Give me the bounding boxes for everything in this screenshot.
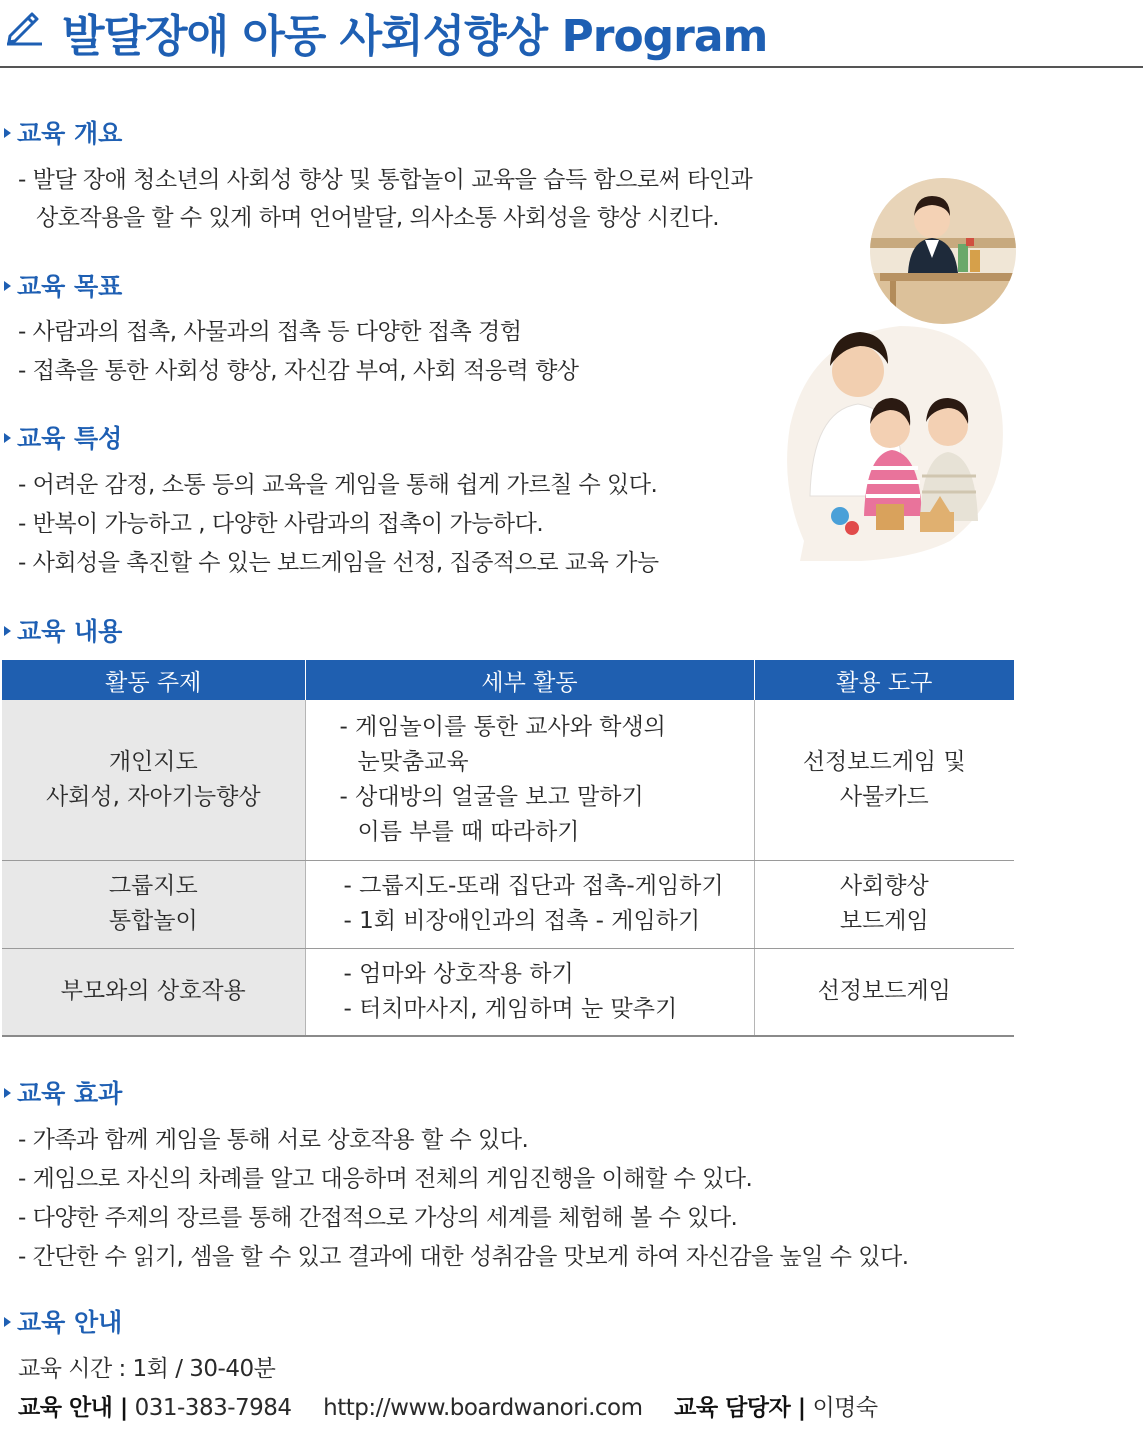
overview-line: 상호작용을 할 수 있게 하며 언어발달, 의사소통 사회성을 향상 시킨다. (36, 205, 720, 231)
pencil-icon (4, 6, 44, 46)
features-line: - 반복이 가능하고 , 다양한 사람과의 접촉이 가능하다. (18, 511, 544, 537)
goals-line: - 접촉을 통한 사회성 향상, 자신감 부여, 사회 적응력 향상 (18, 358, 579, 384)
girl-playing-photo (870, 178, 1016, 324)
features-line: - 사회성을 촉진할 수 있는 보드게임을 선정, 집중적으로 교육 가능 (18, 550, 659, 576)
contact-info (18, 1389, 878, 1422)
features-line: - 어려운 감정, 소통 등의 교육을 게임을 통해 쉽게 가르칠 수 있다. (18, 472, 658, 498)
manager-name: 이명숙 (812, 1395, 878, 1421)
triangle-bullet-icon (4, 281, 11, 291)
topic-cell: 부모와의 상호작용 (2, 948, 305, 1036)
effects-line: - 다양한 주제의 장르를 통해 간접적으로 가상의 세계를 체험해 볼 수 있다. (18, 1205, 738, 1231)
goals-line: - 사람과의 접촉, 사물과의 접촉 등 다양한 접촉 경험 (18, 319, 522, 345)
column-header: 세부 활동 (305, 660, 754, 700)
topic-cell: 그룹지도 통합놀이 (2, 860, 305, 948)
section-heading-guide: 교육 안내 (4, 1303, 122, 1339)
title-bar (0, 0, 1143, 70)
tools-cell: 선정보드게임 및 사물카드 (754, 700, 1014, 860)
column-header: 활동 주제 (2, 660, 305, 700)
triangle-bullet-icon (4, 1088, 11, 1098)
title-divider (0, 66, 1143, 68)
table-header-row (2, 660, 1014, 700)
mother-children-photo (780, 316, 1005, 561)
overview-line: - 발달 장애 청소년의 사회성 향상 및 통합놀이 교육을 습득 함으로써 타인과 (18, 167, 753, 193)
table-row (2, 860, 1014, 948)
effects-line: - 간단한 수 읽기, 셈을 할 수 있고 결과에 대한 성취감을 맛보게 하여 자신감을 높일 수 있다. (18, 1244, 909, 1270)
website-link[interactable]: http://www.boardwanori.com (323, 1395, 643, 1421)
triangle-bullet-icon (4, 626, 11, 636)
triangle-bullet-icon (4, 1317, 11, 1327)
education-time: 교육 시간 : 1회 / 30-40분 (18, 1356, 276, 1382)
tools-cell: 선정보드게임 (754, 948, 1014, 1036)
table-row (2, 700, 1014, 860)
topic-cell: 개인지도 사회성, 자아기능향상 (2, 700, 305, 860)
triangle-bullet-icon (4, 433, 11, 443)
effects-line: - 게임으로 자신의 차례를 알고 대응하며 전체의 게임진행을 이해할 수 있다. (18, 1166, 753, 1192)
triangle-bullet-icon (4, 128, 11, 138)
effects-line: - 가족과 함께 게임을 통해 서로 상호작용 할 수 있다. (18, 1127, 529, 1153)
content-table (2, 660, 1014, 1037)
details-cell: - 그룹지도-또래 집단과 접촉-게임하기 - 1회 비장애인과의 접촉 - 게임하기 (305, 860, 754, 948)
section-heading-features: 교육 특성 (4, 419, 122, 455)
contact-label: 교육 안내 | (18, 1395, 128, 1421)
section-heading-overview: 교육 개요 (4, 114, 122, 150)
section-heading-effects: 교육 효과 (4, 1074, 122, 1110)
manager-label: 교육 담당자 | (674, 1395, 806, 1421)
phone-number: 031-383-7984 (134, 1395, 292, 1421)
details-cell: - 게임놀이를 통한 교사와 학생의 눈맞춤교육 - 상대방의 얼굴을 보고 말하기 이름 부를 때 따라하기 (305, 700, 754, 860)
tools-cell: 사회향상 보드게임 (754, 860, 1014, 948)
section-heading-goals: 교육 목표 (4, 267, 122, 303)
details-cell: - 엄마와 상호작용 하기 - 터치마사지, 게임하며 눈 맞추기 (305, 948, 754, 1036)
section-heading-content: 교육 내용 (4, 612, 122, 648)
table-row (2, 948, 1014, 1036)
column-header: 활용 도구 (754, 660, 1014, 700)
page-title: 발달장애 아동 사회성향상 Program (62, 11, 768, 62)
